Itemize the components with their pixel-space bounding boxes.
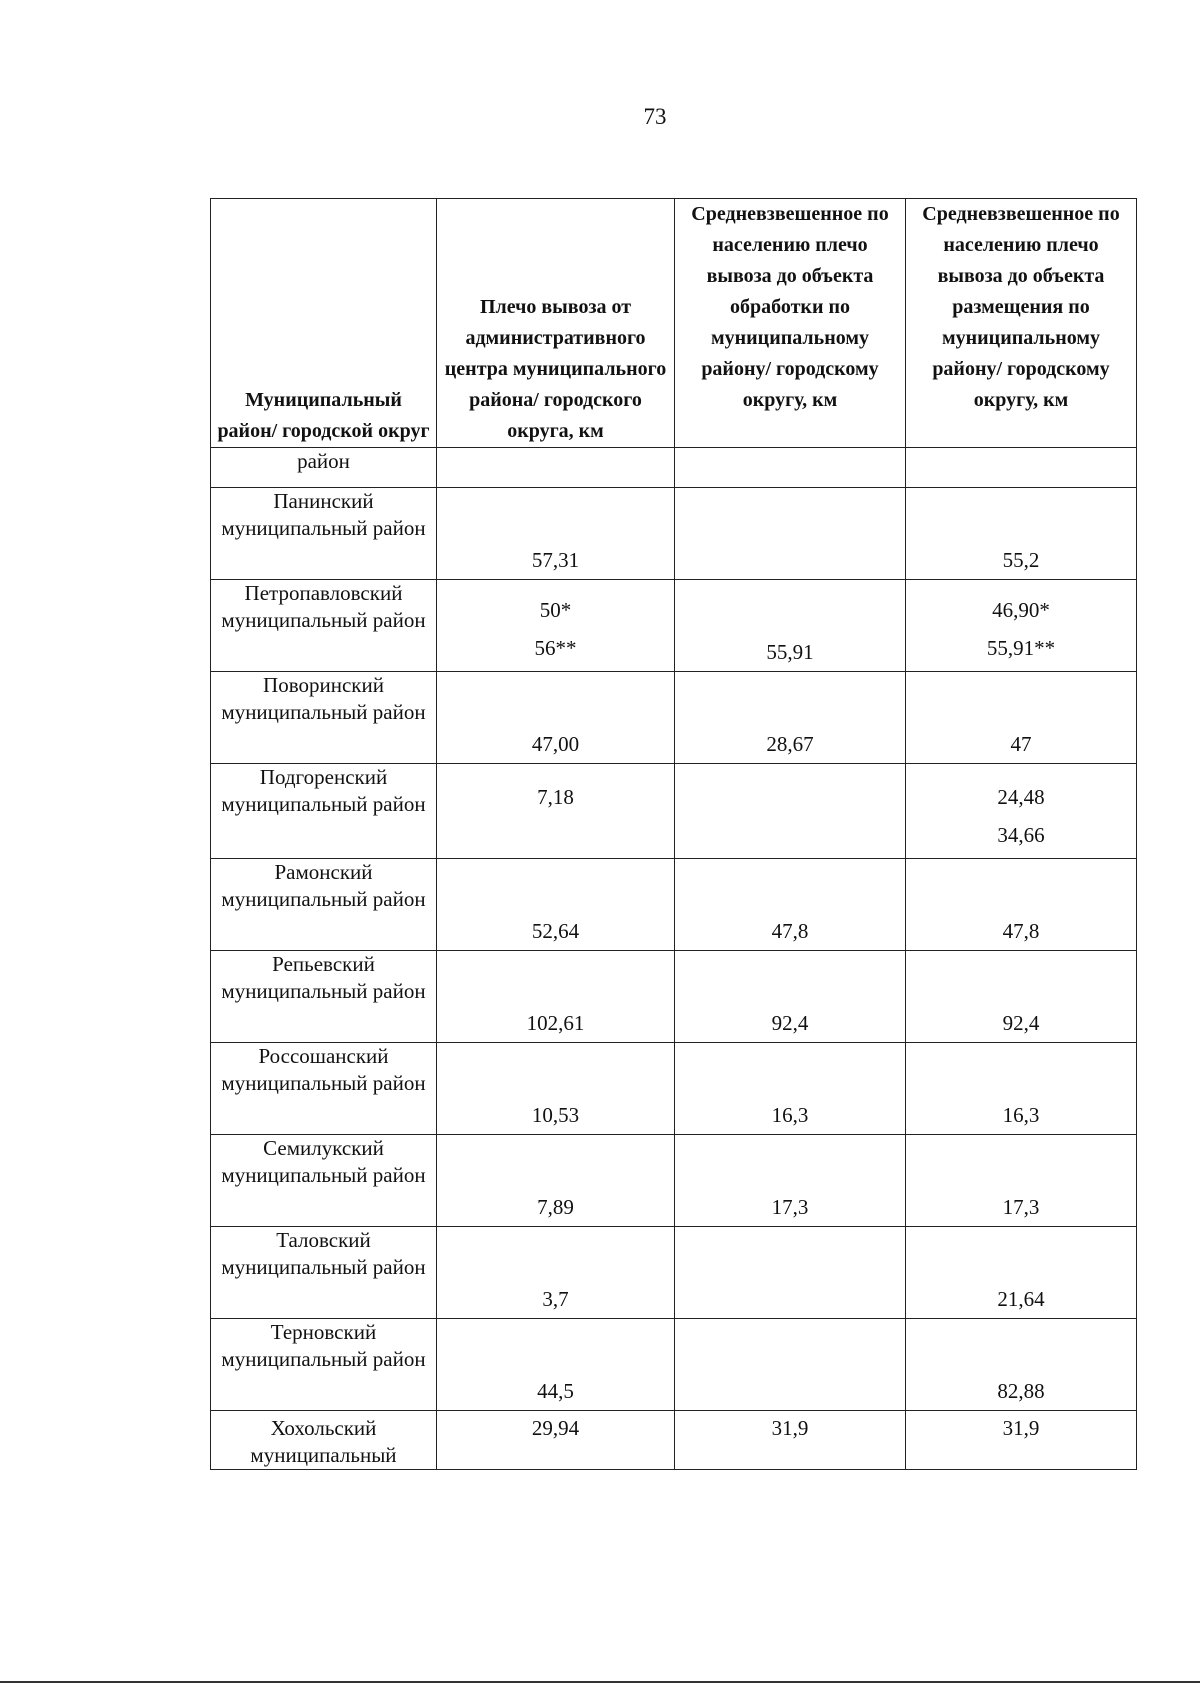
district-name-cell: Терновский муниципальный район bbox=[211, 1319, 437, 1411]
placement-cell bbox=[906, 580, 1137, 672]
bottom-rule bbox=[0, 1681, 1200, 1683]
placement-cell bbox=[906, 1043, 1137, 1135]
processing-cell bbox=[675, 951, 906, 1043]
processing-cell bbox=[675, 1135, 906, 1227]
arm-cell bbox=[437, 1135, 675, 1227]
table-row bbox=[211, 1043, 1137, 1135]
processing-cell bbox=[675, 580, 906, 672]
processing-cell bbox=[675, 672, 906, 764]
cell-value: 55,91 bbox=[766, 640, 814, 664]
cell-value: 55,2 bbox=[1002, 548, 1040, 572]
cell-value: 16,3 bbox=[771, 1103, 809, 1127]
arm-cell bbox=[437, 580, 675, 672]
placement-cell: 31,9 bbox=[906, 1411, 1137, 1470]
placement-cell bbox=[906, 488, 1137, 580]
processing-cell bbox=[675, 1227, 906, 1319]
cell-value: 21,64 bbox=[997, 1287, 1045, 1311]
header-arm-from-center: Плечо вывоза от административного центра муниципального района/ городского округа, км bbox=[437, 199, 675, 448]
placement-cell bbox=[906, 1135, 1137, 1227]
district-name-cell: Петропавловский муниципальный район bbox=[211, 580, 437, 672]
arm-cell bbox=[437, 488, 675, 580]
empty-cell bbox=[675, 448, 906, 488]
page-number: 73 bbox=[643, 104, 667, 129]
header-row bbox=[211, 199, 1137, 448]
cell-value: 56** bbox=[534, 636, 577, 660]
table-row bbox=[211, 1319, 1137, 1411]
table-row bbox=[211, 488, 1137, 580]
table-row bbox=[211, 1227, 1137, 1319]
cell-value: 17,3 bbox=[1002, 1195, 1040, 1219]
cell-value: 7,18 bbox=[537, 785, 574, 809]
header-arm-to-placement: Средневзвешенное по населению плечо вывоза до объекта размещения по муниципальному району/ городскому округу, км bbox=[906, 199, 1137, 448]
cell-value: 47 bbox=[1010, 732, 1032, 756]
processing-cell bbox=[675, 488, 906, 580]
district-name-cell: Хохольский муниципальный bbox=[211, 1411, 437, 1470]
cell-value: 34,66 bbox=[997, 823, 1045, 847]
table-row-last bbox=[211, 1411, 1137, 1470]
cell-value: 47,00 bbox=[531, 732, 580, 756]
arm-cell bbox=[437, 1227, 675, 1319]
table-row bbox=[211, 1135, 1137, 1227]
cell-value: 3,7 bbox=[542, 1287, 569, 1311]
header-district: Муниципальный район/ городской округ bbox=[211, 199, 437, 448]
table-row bbox=[211, 672, 1137, 764]
cell-value: 57,31 bbox=[531, 548, 580, 572]
district-name-cell: Таловский муниципальный район bbox=[211, 1227, 437, 1319]
cell-value: 24,48 bbox=[997, 785, 1045, 809]
table-row bbox=[211, 859, 1137, 951]
cell-value: 10,53 bbox=[531, 1103, 580, 1127]
cell-value: 46,90* bbox=[992, 598, 1050, 622]
placement-cell bbox=[906, 951, 1137, 1043]
placement-cell bbox=[906, 672, 1137, 764]
placement-cell bbox=[906, 859, 1137, 951]
cell-value: 55,91** bbox=[986, 636, 1056, 660]
table-row bbox=[211, 580, 1137, 672]
arm-cell: 29,94 bbox=[437, 1411, 675, 1470]
cell-value: 92,4 bbox=[1002, 1011, 1040, 1035]
placement-cell bbox=[906, 1319, 1137, 1411]
district-name-cell: Рамонский муниципальный район bbox=[211, 859, 437, 951]
arm-cell bbox=[437, 1043, 675, 1135]
arm-cell bbox=[437, 1319, 675, 1411]
continuation-row bbox=[211, 448, 1137, 488]
processing-cell bbox=[675, 859, 906, 951]
arm-cell bbox=[437, 951, 675, 1043]
empty-cell bbox=[437, 448, 675, 488]
district-name-cell: Поворинский муниципальный район bbox=[211, 672, 437, 764]
district-name-cell: Россошанский муниципальный район bbox=[211, 1043, 437, 1135]
cell-value: 28,67 bbox=[766, 732, 814, 756]
processing-cell bbox=[675, 1043, 906, 1135]
placement-cell bbox=[906, 764, 1137, 859]
cell-value: 16,3 bbox=[1002, 1103, 1040, 1127]
cell-value: 52,64 bbox=[531, 919, 580, 943]
placement-cell bbox=[906, 1227, 1137, 1319]
cell-value: 7,89 bbox=[537, 1195, 574, 1219]
arm-cell bbox=[437, 764, 675, 859]
table-row bbox=[211, 764, 1137, 859]
table-row bbox=[211, 951, 1137, 1043]
cell-value: 82,88 bbox=[997, 1379, 1045, 1403]
cell-value: 17,3 bbox=[771, 1195, 809, 1219]
district-name-cell: Репьевский муниципальный район bbox=[211, 951, 437, 1043]
processing-cell bbox=[675, 764, 906, 859]
empty-cell bbox=[906, 448, 1137, 488]
arm-cell bbox=[437, 672, 675, 764]
distance-table bbox=[210, 198, 1137, 1470]
header-arm-to-processing: Средневзвешенное по населению плечо вывоза до объекта обработки по муниципальному району/ городскому округу, км bbox=[675, 199, 906, 448]
continuation-cell: район bbox=[211, 448, 437, 488]
cell-value: 44,5 bbox=[537, 1379, 574, 1403]
district-name-cell: Подгоренский муниципальный район bbox=[211, 764, 437, 859]
district-name-cell: Семилукский муниципальный район bbox=[211, 1135, 437, 1227]
cell-value: 92,4 bbox=[771, 1011, 809, 1035]
cell-value: 47,8 bbox=[771, 919, 809, 943]
cell-value: 102,61 bbox=[526, 1011, 585, 1035]
processing-cell bbox=[675, 1319, 906, 1411]
arm-cell bbox=[437, 859, 675, 951]
processing-cell: 31,9 bbox=[675, 1411, 906, 1470]
district-name-cell: Панинский муниципальный район bbox=[211, 488, 437, 580]
cell-value: 47,8 bbox=[1002, 919, 1040, 943]
cell-value: 50* bbox=[539, 598, 572, 622]
